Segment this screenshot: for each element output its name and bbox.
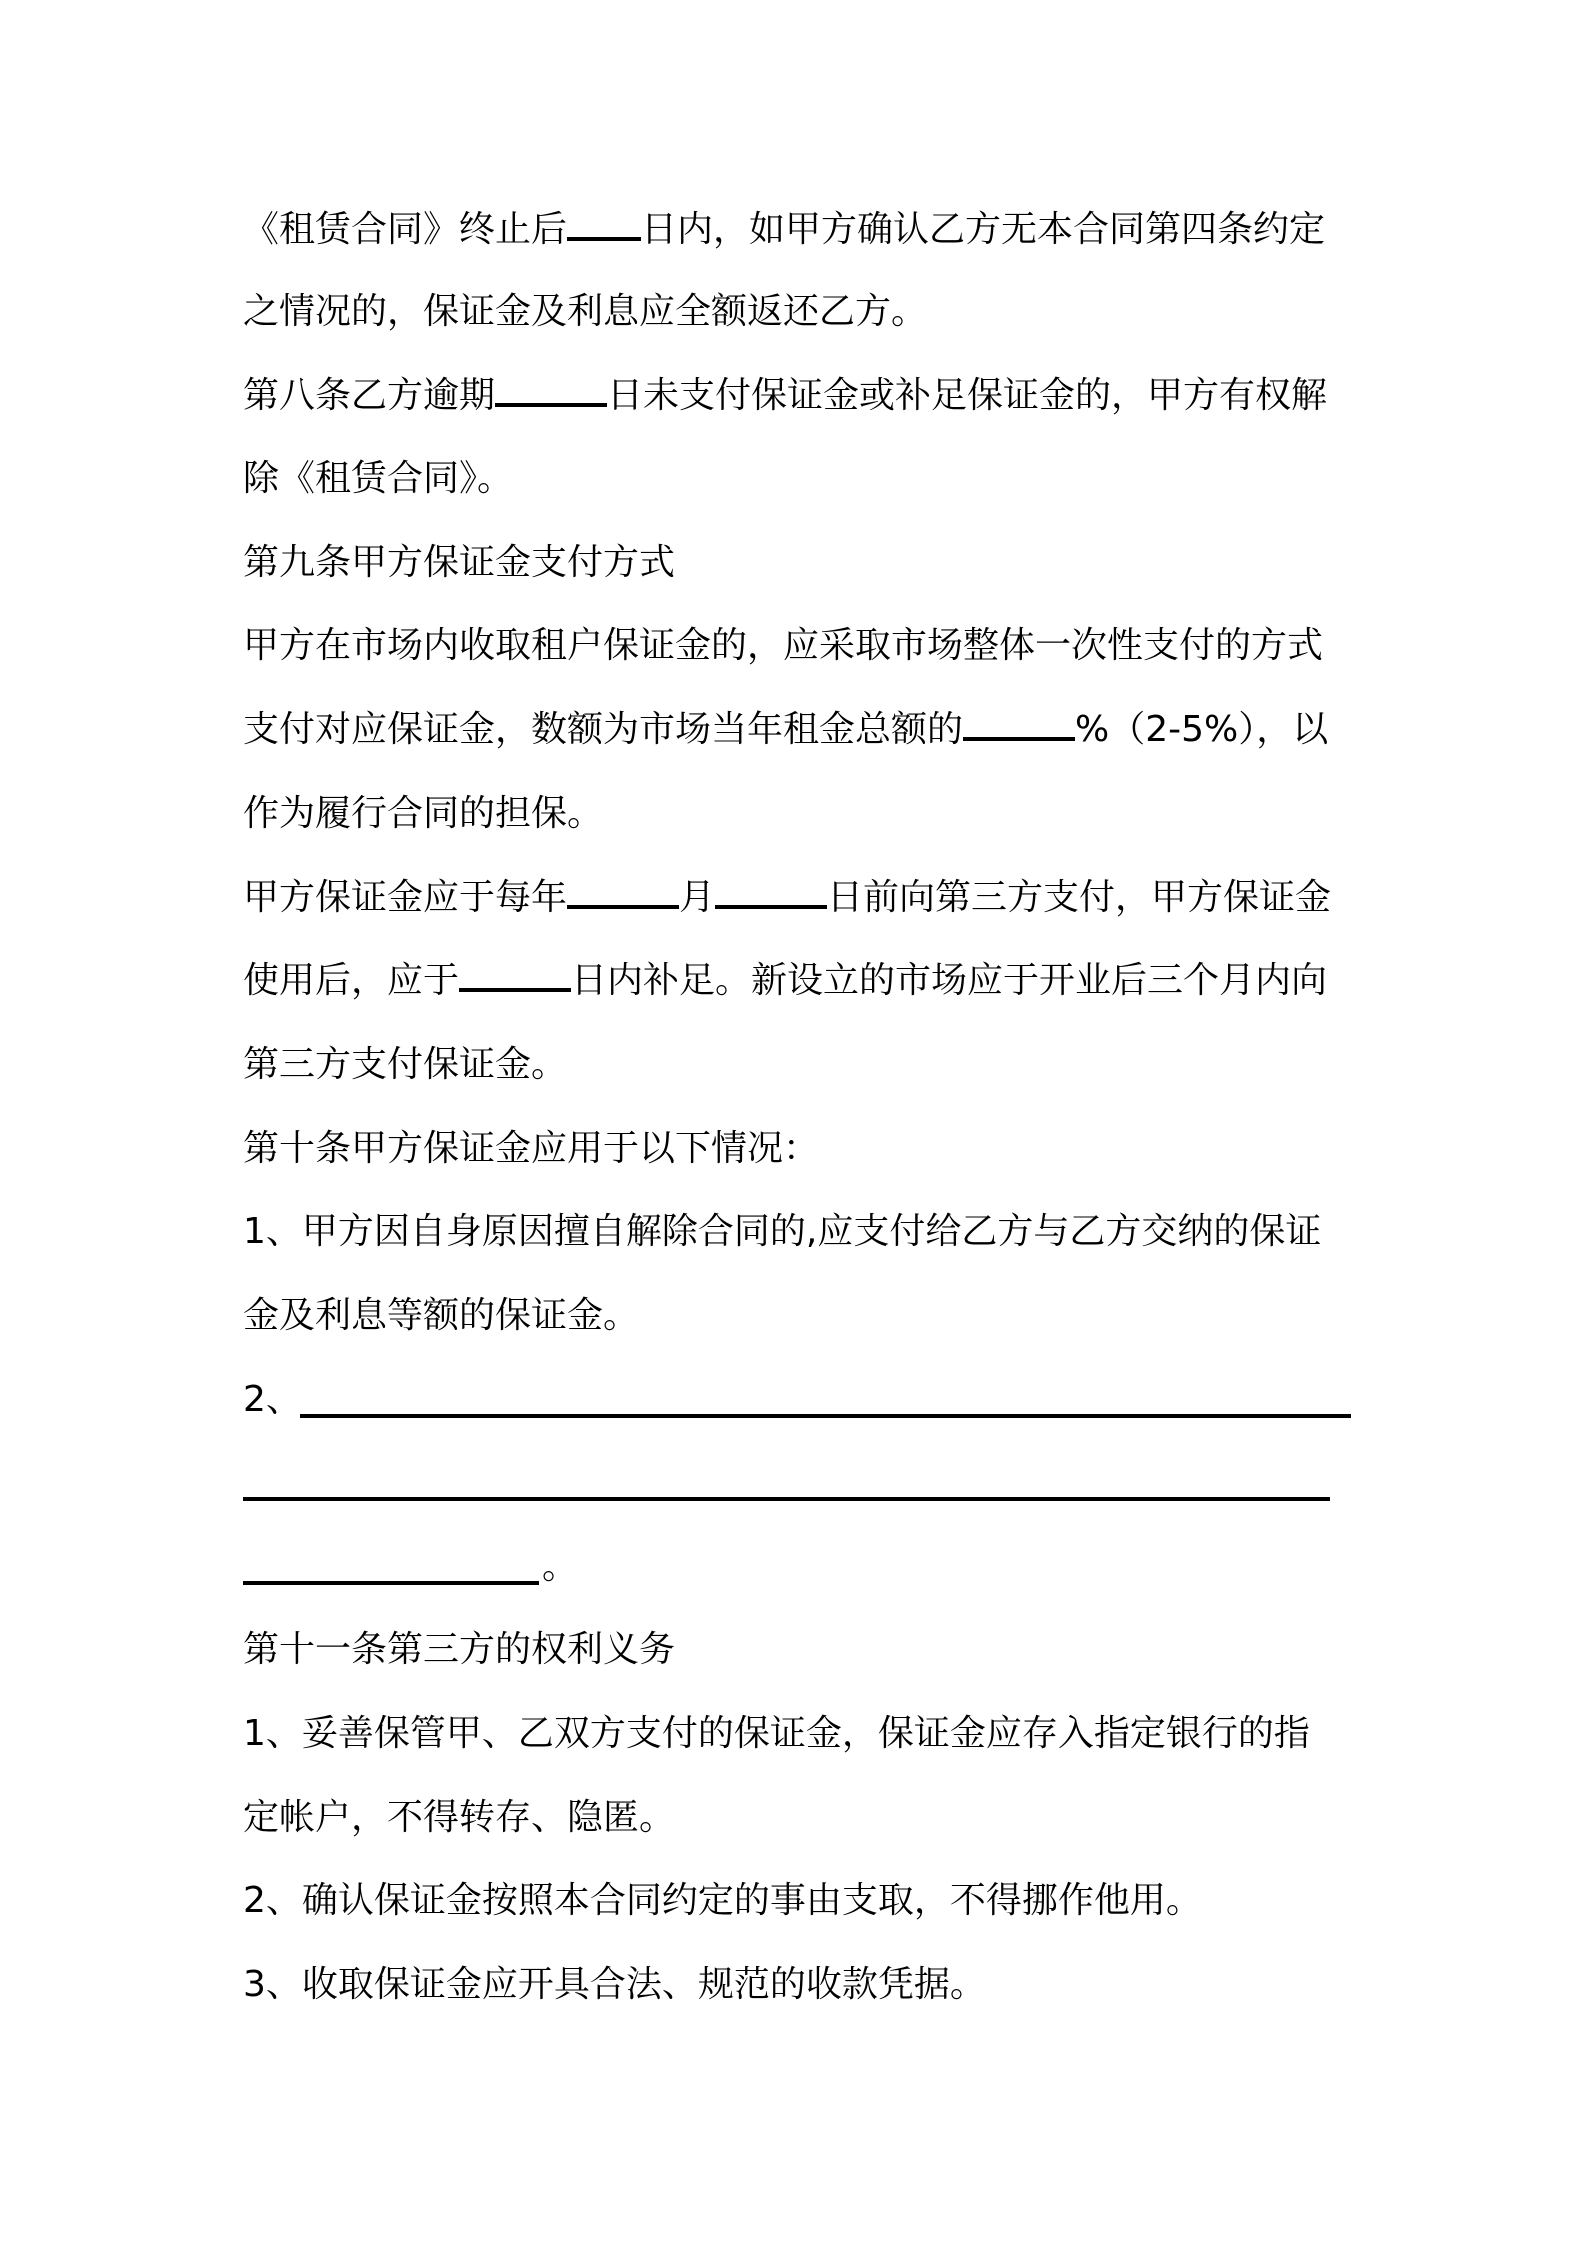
text-segment: 第十条甲方保证金应用于以下情况：	[243, 1128, 820, 1169]
fill-in-line[interactable]	[243, 1581, 539, 1585]
paragraph-line	[243, 789, 603, 839]
paragraph-line	[243, 621, 1323, 671]
paragraph-line	[243, 1960, 986, 2010]
paragraph-line	[542, 1542, 578, 1592]
paragraph-line	[243, 1876, 1202, 1926]
paragraph-line	[243, 705, 1328, 755]
paragraph-line	[243, 205, 1325, 255]
paragraph-line	[243, 1709, 1310, 1759]
text-segment: 2、	[243, 1379, 302, 1420]
text-segment: 除《租赁合同》。	[243, 458, 514, 499]
fill-in-blank[interactable]	[459, 960, 571, 992]
text-segment: 日内补足。新设立的市场应于开业后三个月内向	[571, 960, 1328, 1001]
text-segment: 甲方在市场内收取租户保证金的，应采取市场整体一次性支付的方式	[243, 625, 1324, 666]
fill-in-line[interactable]	[300, 1414, 1351, 1418]
text-segment: 。	[542, 1546, 579, 1587]
text-segment: 《租赁合同》终止后	[243, 209, 568, 250]
text-segment: 之情况的，保证金及利息应全额返还乙方。	[243, 291, 928, 332]
fill-in-blank[interactable]	[715, 877, 827, 909]
article-11-heading	[243, 1625, 675, 1675]
fill-in-line[interactable]	[243, 1497, 1330, 1501]
fill-in-blank[interactable]	[495, 375, 607, 407]
article-10-heading	[243, 1124, 819, 1174]
text-segment: 使用后，应于	[243, 960, 460, 1001]
paragraph-line	[243, 1793, 675, 1843]
paragraph-line	[243, 1207, 1321, 1257]
text-segment: 1、妥善保管甲、乙双方支付的保证金，保证金应存入指定银行的指	[243, 1713, 1310, 1754]
text-segment: 定帐户，不得转存、隐匿。	[243, 1797, 676, 1838]
text-segment: 第三方支付保证金。	[243, 1044, 568, 1085]
text-segment: 甲方保证金应于每年	[243, 877, 568, 918]
text-segment: 2、确认保证金按照本合同约定的事由支取，不得挪作他用。	[243, 1880, 1202, 1921]
fill-in-blank[interactable]	[567, 877, 679, 909]
article-8-line	[243, 371, 1327, 421]
item-2-line	[243, 1375, 302, 1425]
fill-in-blank[interactable]	[963, 709, 1075, 741]
paragraph-line	[243, 454, 513, 504]
text-segment: 1、甲方因自身原因擅自解除合同的,应支付给乙方与乙方交纳的保证	[243, 1211, 1322, 1252]
text-segment: 金及利息等额的保证金。	[243, 1295, 640, 1336]
text-segment: 日未支付保证金或补足保证金的，甲方有权解	[607, 375, 1328, 416]
article-9-heading	[243, 538, 675, 588]
text-segment: 第十一条第三方的权利义务	[243, 1629, 676, 1670]
text-segment: 日前向第三方支付，甲方保证金	[827, 877, 1332, 918]
text-segment: %（2-5%），以	[1075, 709, 1329, 750]
text-segment: 第九条甲方保证金支付方式	[243, 542, 676, 583]
text-segment: 月	[679, 877, 716, 918]
paragraph-line	[243, 956, 1327, 1006]
paragraph-line	[243, 1040, 567, 1090]
paragraph-line	[243, 1291, 639, 1341]
paragraph-line	[243, 287, 927, 337]
paragraph-line	[243, 873, 1331, 923]
text-segment: 日内，如甲方确认乙方无本合同第四条约定	[641, 209, 1326, 250]
fill-in-blank[interactable]	[567, 209, 641, 241]
text-segment: 支付对应保证金，数额为市场当年租金总额的	[243, 709, 964, 750]
text-segment: 作为履行合同的担保。	[243, 793, 604, 834]
text-segment: 第八条乙方逾期	[243, 375, 496, 416]
text-segment: 3、收取保证金应开具合法、规范的收款凭据。	[243, 1964, 986, 2005]
